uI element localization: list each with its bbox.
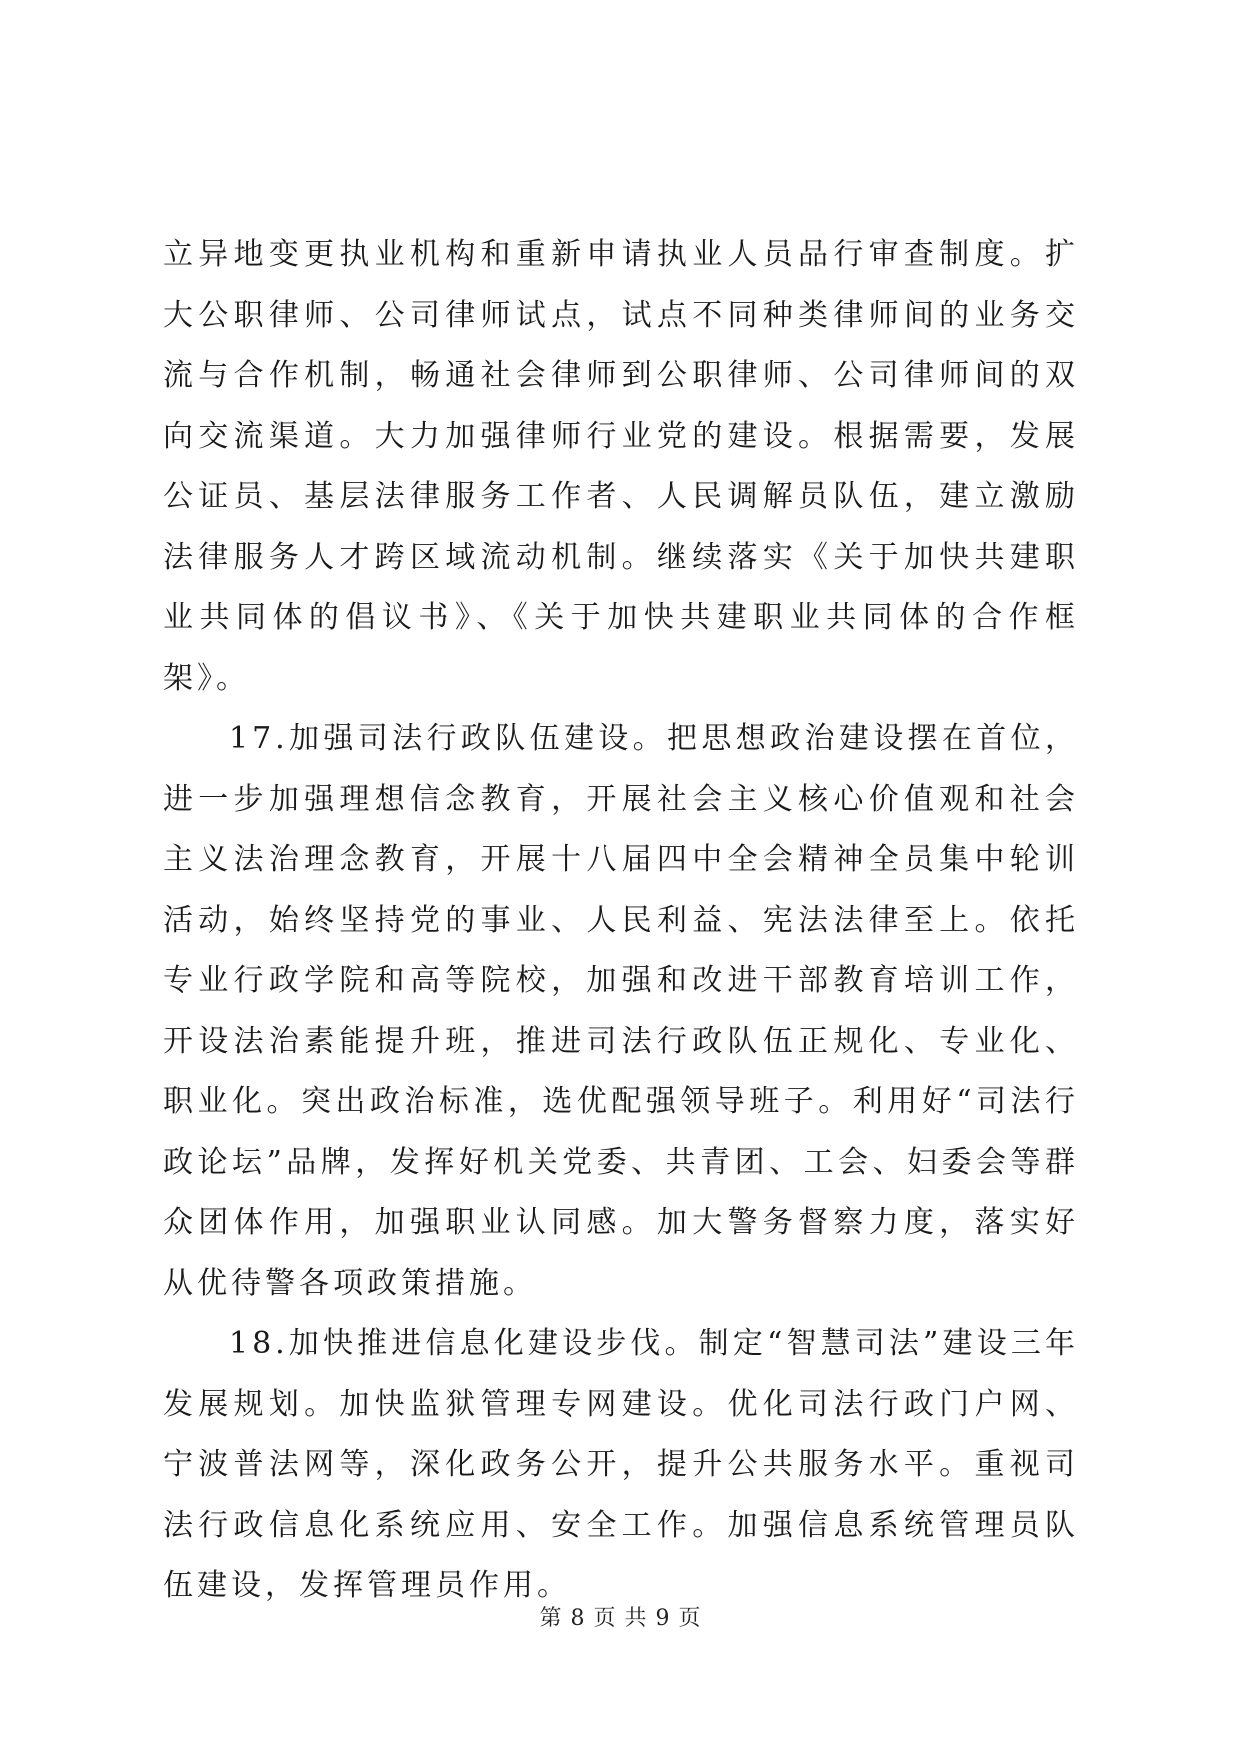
paragraph-18-informatization: 18.加快推进信息化建设步伐。制定“智慧司法”建设三年发展规划。加快监狱管理专网建设。优化司法行政门户网、宁波普法网等，深化政务公开，提升公共服务水平。重视司法行政信息化系统应用、安全工作。加强信息系统管理员队伍建设，发挥管理员作用。	[163, 1326, 1079, 1603]
page-number-footer: 第 8 页 共 9 页	[539, 1606, 702, 1631]
paragraph-continuation: 立异地变更执业机构和重新申请执业人员品行审查制度。扩大公职律师、公司律师试点，试点不同种类律师间的业务交流与合作机制，畅通社会律师到公职律师、公司律师间的双向交流渠道。大力加强律师行业党的建设。根据需要，发展公证员、基层法律服务工作者、人民调解员队伍，建立激励法律服务人才跨区域流动机制。继续落实《关于加快共建职业共同体的倡议书》、《关于加快共建职业共同体的合作框架》。	[163, 237, 1079, 696]
paragraph-17-team-building: 17.加强司法行政队伍建设。把思想政治建设摆在首位，进一步加强理想信念教育，开展社会主义核心价值观和社会主义法治理念教育，开展十八届四中全会精神全员集中轮训活动，始终坚持党的事业、人民利益、宪法法律至上。依托专业行政学院和高等院校，加强和改进干部教育培训工作，开设法治素能提升班，推进司法行政队伍正规化、专业化、职业化。突出政治标准，选优配强领导班子。利用好“司法行政论坛”品牌，发挥好机关党委、共青团、工会、妇委会等群众团体作用，加强职业认同感。加大警务督察力度，落实好从优待警各项政策措施。	[163, 721, 1079, 1301]
document-body	[163, 225, 1079, 1617]
